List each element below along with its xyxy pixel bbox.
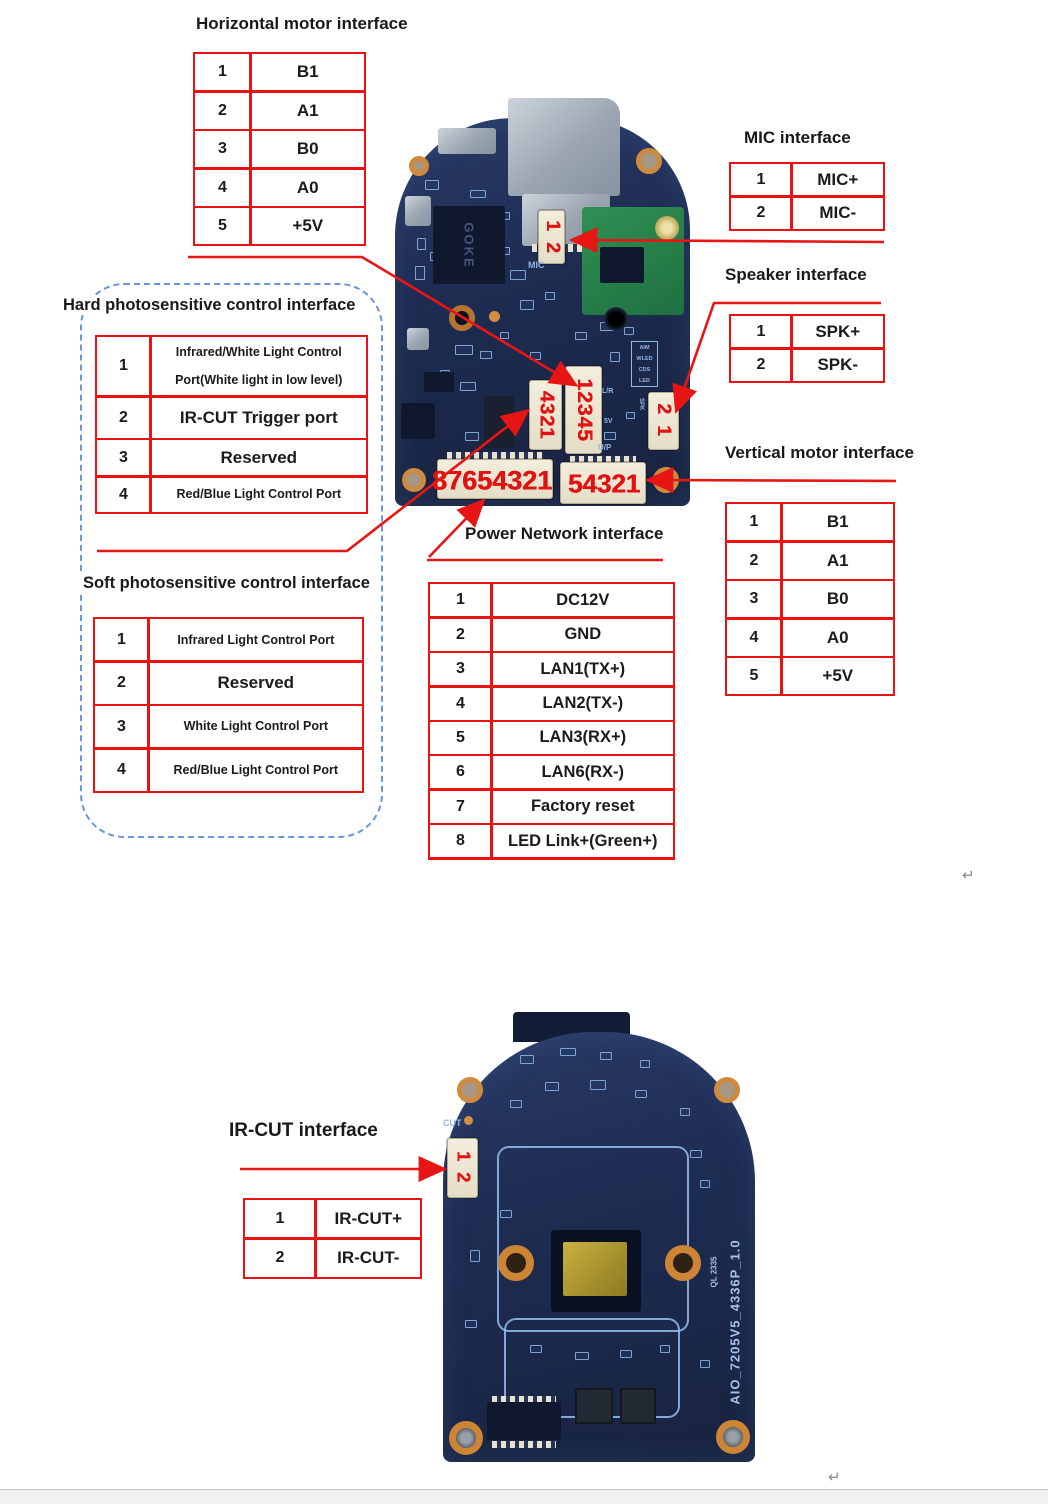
pin-signal: A1 [252,93,364,129]
pin-signal: +5V [252,208,364,244]
mounting-hole [402,468,426,492]
pin-signal: IR-CUT- [317,1240,420,1277]
smd-component [530,352,541,360]
silkscreen-text: CDS [638,366,651,373]
horizontal-motor-pin-label: 12345 [573,378,596,442]
page-bottom-bar [0,1489,1048,1504]
pin-number: 2 [727,543,780,579]
pin-number: 1 [245,1200,314,1237]
shield-pad [407,328,429,350]
pin-number: 3 [97,440,149,475]
power-network-title: Power Network interface [462,524,666,544]
pin-signal: IR-CUT+ [317,1200,420,1237]
smd-component [520,1055,534,1064]
smd-component [530,1345,542,1353]
mic-connector-pin-label: 1 2 [542,220,563,256]
smd-component [604,432,616,440]
smd-ic [424,372,454,392]
smd-component [624,327,634,335]
board-model-silkscreen: AIO_7205V5_4336P_1.0 [727,1239,743,1405]
smd-component [680,1108,690,1116]
pin-number: 1 [95,619,147,660]
inductor-component [575,1388,613,1424]
pin-signal: Reserved [152,440,366,475]
pin-signal: Reserved [150,663,362,704]
5v-silkscreen-label: 5V [604,418,613,425]
mounting-hole [653,467,679,493]
pin-number: 3 [195,131,249,167]
horizontal-motor-title: Horizontal motor interface [193,14,411,34]
pin-number: 2 [430,619,490,651]
pin-signal: B1 [252,54,364,90]
fiducial-dot [464,1116,473,1125]
horizontal-motor-table [193,52,366,246]
mounting-hole [409,156,429,176]
pin-signal: LAN6(RX-) [493,756,673,788]
pin-number: 4 [97,478,149,512]
image-sensor-die [563,1242,627,1296]
shield-pad [405,196,431,226]
smd-component [460,382,476,391]
smd-component [510,1100,522,1108]
ircut-table [243,1198,422,1279]
pin-signal: Infrared Light Control Port [150,619,362,660]
board-hole [604,307,628,331]
ircut-connector-pin-label: 1 2 [453,1150,474,1186]
pin-signal: IR-CUT Trigger port [152,398,366,438]
soic-pins [492,1441,556,1448]
smd-component [480,351,492,359]
goke-chip-label: GOKE [461,221,477,269]
smd-component [610,352,620,362]
ircut-title: IR-CUT interface [226,1120,381,1142]
smd-component [600,1052,612,1060]
pin-signal: Red/Blue Light Control Port [150,750,362,791]
speaker-table [729,314,885,383]
pin-number: 1 [430,584,490,616]
smd-component [700,1360,710,1368]
pin-number: 5 [195,208,249,244]
pin-number: 2 [731,350,790,381]
pin-signal: B0 [252,131,364,167]
pin-number: 7 [430,791,490,823]
smd-component [575,1352,589,1360]
soft-photosensitive-table [93,617,364,793]
mounting-hole [714,1077,740,1103]
smd-component [545,1082,559,1091]
pin-number: 1 [727,504,780,540]
vertical-motor-title: Vertical motor interface [722,443,917,463]
smd-component [626,412,635,419]
paragraph-return-mark: ↵ [962,867,975,884]
smd-component [500,332,509,339]
smd-component [560,1048,576,1056]
pin-signal: MIC+ [793,164,883,195]
pin-signal: DC12V [493,584,673,616]
pin-number: 1 [195,54,249,90]
micro-switch [438,128,496,154]
pin-number: 1 [731,164,790,195]
power-network-table [428,582,675,860]
pin-signal: +5V [783,658,893,694]
pin-number: 3 [95,706,147,747]
pin-signal: Factory reset [493,791,673,823]
pin-signal: LAN1(TX+) [493,653,673,685]
spk-silkscreen-label: SPK [638,398,644,411]
lens-mount-hole [498,1245,534,1281]
mic-table [729,162,885,231]
vertical-motor-table [725,502,895,696]
pin-number: 2 [245,1240,314,1277]
pin-number: 4 [430,688,490,720]
pin-signal: LAN3(RX+) [493,722,673,754]
inductor-component [620,1388,656,1424]
smd-component [545,292,555,300]
sd-card-slot [508,98,620,196]
pin-signal: A0 [252,170,364,206]
pin-number: 2 [195,93,249,129]
vertical-motor-pin-label: 54321 [567,468,641,499]
hard-photosensitive-title: Hard photosensitive control interface [60,296,358,315]
speaker-pin-label: 2 1 [653,403,674,439]
mic-title: MIC interface [741,128,854,148]
mic-silkscreen-label: MIC [528,260,545,270]
paragraph-return-mark: ↵ [828,1469,841,1486]
fiducial-dot [489,311,500,322]
smd-component [635,1090,647,1098]
soic-chip [487,1402,561,1440]
pin-number: 2 [731,198,790,229]
hard-photosensitive-table [95,335,368,514]
pin-number: 3 [430,653,490,685]
silkscreen-text: WLED [636,355,653,362]
diode-component [484,396,514,448]
smd-component [465,1320,477,1328]
smd-component [520,300,534,310]
smd-component [590,1080,606,1090]
pin-signal: MIC- [793,198,883,229]
pin-signal: B0 [783,581,893,617]
pin-signal: White Light Control Port [150,706,362,747]
smd-component [470,1250,480,1262]
silkscreen-text: LED [639,377,650,384]
smd-component [575,332,587,340]
speaker-title: Speaker interface [722,265,870,285]
power-network-pin-label: 87654321 [431,465,553,496]
pin-number: 5 [727,658,780,694]
pin-number: 1 [97,337,149,395]
pin-number: 6 [430,756,490,788]
pin-signal: GND [493,619,673,651]
pin-signal: SPK- [793,350,883,381]
up-silkscreen-label: U/P [598,443,612,452]
goke-chip [433,206,505,284]
pin-number: 1 [731,316,790,347]
pin-signal: LAN2(TX-) [493,688,673,720]
smd-component [510,270,526,280]
pin-signal: B1 [783,504,893,540]
pin-signal: LED Link+(Green+) [493,825,673,857]
smd-component [415,266,425,280]
led-config-silkscreen-box [631,341,658,387]
smd-component [640,1060,650,1068]
inductor-component [401,403,435,439]
pin-number: 2 [97,398,149,438]
antenna-connector [655,216,679,240]
mounting-hole [449,305,475,331]
silkscreen-text: AIM [639,344,650,351]
corner-screw [716,1420,750,1454]
pin-number: 4 [95,750,147,791]
pin-signal: Red/Blue Light Control Port [152,478,366,512]
smd-component [470,190,486,198]
cut-silkscreen-label: CUT [443,1118,462,1128]
pin-number: 2 [95,663,147,704]
smd-component [425,180,439,190]
mounting-hole [457,1077,483,1103]
pin-number: 4 [195,170,249,206]
soft-photosensitive-title: Soft photosensitive control interface [80,574,373,593]
smd-component [455,345,473,355]
lr-silkscreen-label: L/R [602,388,614,395]
smd-component [465,432,479,441]
pin-number: 5 [430,722,490,754]
smd-component [620,1350,632,1358]
pin-signal: A0 [783,620,893,656]
pin-signal: Infrared/White Light Control Port(White light in low level) [152,337,366,395]
pin-signal: SPK+ [793,316,883,347]
pin-number: 3 [727,581,780,617]
smd-component [417,238,426,250]
hard-photo-pin-label: 4321 [535,390,558,440]
smd-component [690,1150,702,1158]
corner-screw [449,1421,483,1455]
smd-component [700,1180,710,1188]
mounting-hole [636,148,662,174]
board-batch-silkscreen: QL 2335 [709,1256,719,1288]
pin-number: 8 [430,825,490,857]
wifi-chip [600,247,644,283]
pin-signal: A1 [783,543,893,579]
pin-number: 4 [727,620,780,656]
smd-component [500,1210,512,1218]
smd-component [660,1345,670,1353]
lens-mount-hole [665,1245,701,1281]
